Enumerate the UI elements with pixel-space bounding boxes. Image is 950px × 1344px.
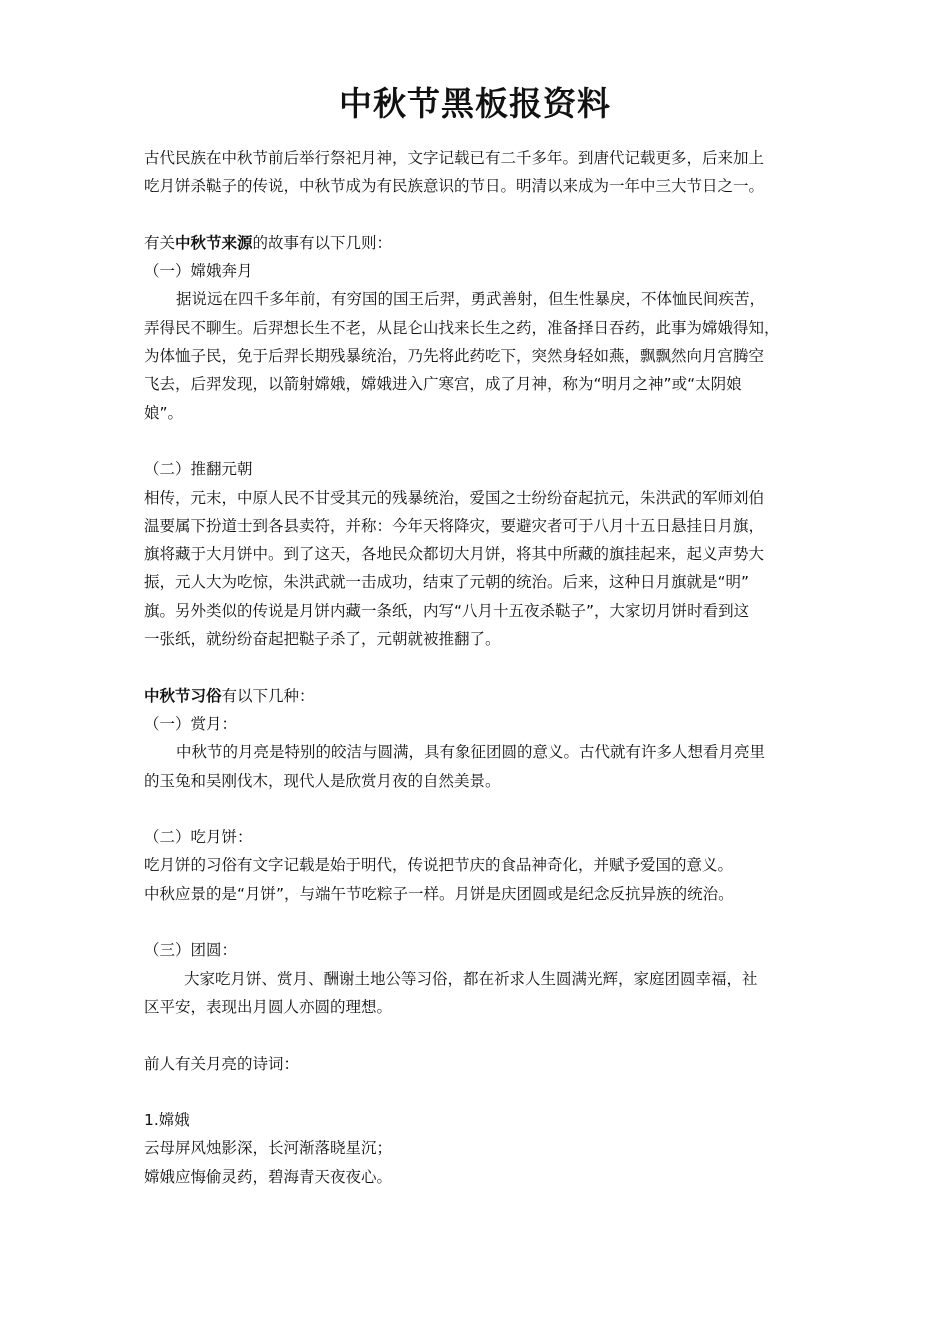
story-line: 飞去，后羿发现，以箭射嫦娥，嫦娥进入广寒宫，成了月神，称为“明月之神”或“太阴娘 (144, 375, 742, 394)
origin-heading-suffix: 的故事有以下几则： (252, 233, 393, 252)
story-line: 温要属下扮道士到各县卖符，并称：今年天将降灾，要避灾者可于八月十五日悬挂日月旗， (144, 516, 765, 535)
paragraph-gap (144, 427, 812, 455)
customs-heading-bold: 中秋节习俗 (144, 686, 222, 705)
document-body (144, 144, 812, 1191)
origin-heading-bold: 中秋节来源 (175, 233, 253, 252)
custom-line: 中秋应景的是“月饼”，与端午节吃粽子一样。月饼是庆团圆或是纪念反抗异族的统治。 (144, 884, 734, 903)
poem-line: 云母屏风烛影深，长河渐落晓星沉； (144, 1139, 393, 1158)
custom-line: 区平安，表现出月圆人亦圆的理想。 (144, 997, 393, 1016)
customs-heading (144, 682, 812, 710)
custom-line: 吃月饼的习俗有文字记载是始于明代，传说把节庆的食品神奇化，并赋予爱国的意义。 (144, 856, 734, 875)
custom-title: （三）团圆： (144, 941, 238, 960)
origin-heading-prefix: 有关 (144, 233, 176, 252)
paragraph-gap (144, 1078, 812, 1106)
paragraph-gap (144, 201, 812, 229)
custom-title: （二）吃月饼： (144, 828, 253, 847)
poem-title: 1.嫦娥 (144, 1111, 190, 1130)
story-line: 振，元人大为吃惊，朱洪武就一击成功，结束了元朝的统治。后来，这种日月旗就是“明” (144, 573, 750, 592)
document-title: 中秋节黑板报资料 (339, 84, 611, 123)
story-line: 旗将藏于大月饼中。到了这天，各地民众都切大月饼，将其中所藏的旗挂起来，起义声势大 (144, 545, 765, 564)
custom-line: 大家吃月饼、赏月、酬谢土地公等习俗，都在祈求人生圆满光辉，家庭团圆幸福，社 (184, 969, 758, 988)
custom-title: （一）赏月： (144, 714, 238, 733)
intro-line: 吃月饼杀鞑子的传说，中秋节成为有民族意识的节日。明清以来成为一年中三大节日之一。 (144, 177, 765, 196)
paragraph-gap (144, 1021, 812, 1049)
customs-heading-suffix: 有以下几种： (221, 686, 315, 705)
origin-heading (144, 229, 812, 257)
custom-line: 的玉兔和吴刚伐木，现代人是欣赏月夜的自然美景。 (144, 771, 501, 790)
story-title: （一）嫦娥奔月 (144, 262, 253, 281)
story-line: 娘”。 (144, 403, 184, 422)
story-line: 相传，元末，中原人民不甘受其元的残暴统治，爱国之士纷纷奋起抗元，朱洪武的军师刘伯 (144, 488, 765, 507)
story-title: （二）推翻元朝 (144, 460, 253, 479)
story-line: 为体恤子民，免于后羿长期残暴统治，乃先将此药吃下，突然身轻如燕，飘飘然向月宫腾空 (144, 347, 765, 366)
paragraph-gap (144, 795, 812, 823)
poems-heading: 前人有关月亮的诗词： (144, 1054, 300, 1073)
story-line: 旗。另外类似的传说是月饼内藏一条纸，内写“八月十五夜杀鞑子”，大家切月饼时看到这 (144, 601, 750, 620)
story-line: 一张纸，就纷纷奋起把鞑子杀了，元朝就被推翻了。 (144, 630, 501, 649)
paragraph-gap (144, 653, 812, 681)
poem-line: 嫦娥应悔偷灵药，碧海青天夜夜心。 (144, 1167, 393, 1186)
story-line: 据说远在四千多年前，有穷国的国王后羿，勇武善射，但生性暴戾，不体恤民间疾苦， (176, 290, 766, 309)
paragraph-gap (144, 908, 812, 936)
intro-line: 古代民族在中秋节前后举行祭祀月神，文字记载已有二千多年。到唐代记载更多，后来加上 (144, 149, 765, 167)
custom-line: 中秋节的月亮是特别的皎洁与圆满，具有象征团圆的意义。古代就有许多人想看月亮里 (176, 743, 766, 762)
story-line: 弄得民不聊生。后羿想长生不老，从昆仑山找来长生之药，准备择日吞药，此事为嫦娥得知， (144, 318, 780, 337)
